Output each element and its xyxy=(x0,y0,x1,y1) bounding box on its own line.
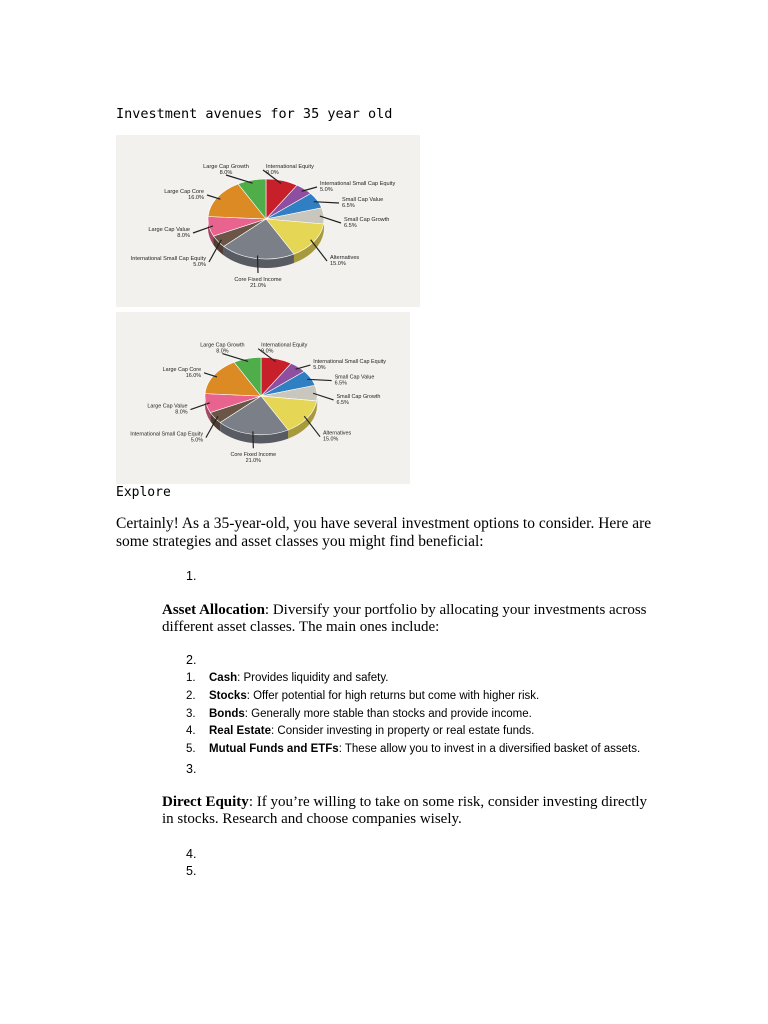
sub-item-bonds xyxy=(186,708,532,720)
slice-label: Core Fixed Income 21.0% xyxy=(234,277,282,290)
pie-chart-1-svg xyxy=(116,135,420,307)
sub-item-term: Stocks xyxy=(209,690,247,702)
slice-label: Alternatives 15.0% xyxy=(322,430,352,443)
pie-chart-2 xyxy=(116,312,410,484)
list-number-3: 3. xyxy=(186,762,197,776)
list-number-5: 5. xyxy=(186,864,197,878)
sub-item-number: 4. xyxy=(186,725,196,737)
sub-item-stocks xyxy=(186,690,539,702)
intro-paragraph: Certainly! As a 35-year-old, you have several investment options to consider. Here are some strategies and asset classes you might find beneficial: xyxy=(116,515,652,550)
list-number-4: 4. xyxy=(186,847,197,861)
asset-allocation-text: : Diversify your portfolio by allocating your investments across different asset classes. The main ones include: xyxy=(162,602,647,635)
pie-chart-2-svg xyxy=(116,312,410,484)
sub-item-desc: : Consider investing in property or real estate funds. xyxy=(271,725,535,737)
sub-item-mutual-funds xyxy=(186,743,640,755)
document-title: Investment avenues for 35 year old xyxy=(116,106,393,122)
slice-label: Large Cap Value 8.0% xyxy=(148,227,190,240)
slice-label: Large Cap Core 16.0% xyxy=(164,189,204,202)
sub-item-number: 2. xyxy=(186,690,196,702)
slice-label: Small Cap Growth 6.5% xyxy=(336,394,381,406)
list-number-1: 1. xyxy=(186,569,197,583)
direct-equity-title: Direct Equity xyxy=(162,794,249,810)
sub-item-term: Real Estate xyxy=(209,725,272,737)
slice-label: International Small Cap Equity 5.0% xyxy=(130,431,204,444)
sub-item-term: Cash xyxy=(209,672,238,684)
slice-label: Large Cap Value 8.0% xyxy=(147,403,188,416)
sub-item-desc: : Generally more stable than stocks and provide income. xyxy=(244,708,532,720)
sub-item-term: Bonds xyxy=(209,708,245,720)
sub-item-desc: : Offer potential for high returns but come with higher risk. xyxy=(246,690,540,702)
sub-item-term: Mutual Funds and ETFs xyxy=(209,743,339,755)
slice-label: Large Cap Growth 8.0% xyxy=(203,164,249,177)
sub-item-number: 3. xyxy=(186,708,196,720)
slice-label: International Small Cap Equity 5.0% xyxy=(313,359,387,372)
slice-label: International Small Cap Equity 5.0% xyxy=(320,181,396,194)
asset-allocation-title: Asset Allocation xyxy=(162,602,265,618)
sub-item-number: 5. xyxy=(186,743,196,755)
explore-label: Explore xyxy=(116,485,171,500)
slice-label: Alternatives 15.0% xyxy=(330,255,360,268)
direct-equity-paragraph xyxy=(162,794,662,827)
slice-label: International Equity 9.0% xyxy=(261,342,308,355)
slice-label: Core Fixed Income 21.0% xyxy=(230,452,277,465)
slice-label: Large Cap Growth 8.0% xyxy=(200,342,245,355)
slice-label: Small Cap Value 6.5% xyxy=(342,197,384,210)
sub-item-number: 1. xyxy=(186,672,196,684)
asset-allocation-paragraph xyxy=(162,602,662,635)
slice-label: Large Cap Core 16.0% xyxy=(162,366,202,379)
slice-label: International Equity 9.0% xyxy=(266,164,314,177)
direct-equity-text: : If you’re willing to take on some risk, consider investing directly in stocks. Research and choose companies wisely. xyxy=(162,794,648,827)
list-number-2: 2. xyxy=(186,653,197,667)
sub-item-cash xyxy=(186,672,388,684)
sub-item-desc: : These allow you to invest in a diversified basket of assets. xyxy=(338,743,641,755)
sub-item-real-estate xyxy=(186,725,534,737)
slice-label: Small Cap Value 6.5% xyxy=(334,374,375,387)
slice-label: International Small Cap Equity 5.0% xyxy=(130,256,206,269)
leader-line xyxy=(226,175,253,183)
slice-label: Small Cap Growth 6.5% xyxy=(344,217,390,230)
pie-chart-1 xyxy=(116,135,420,307)
sub-item-desc: : Provides liquidity and safety. xyxy=(237,672,389,684)
